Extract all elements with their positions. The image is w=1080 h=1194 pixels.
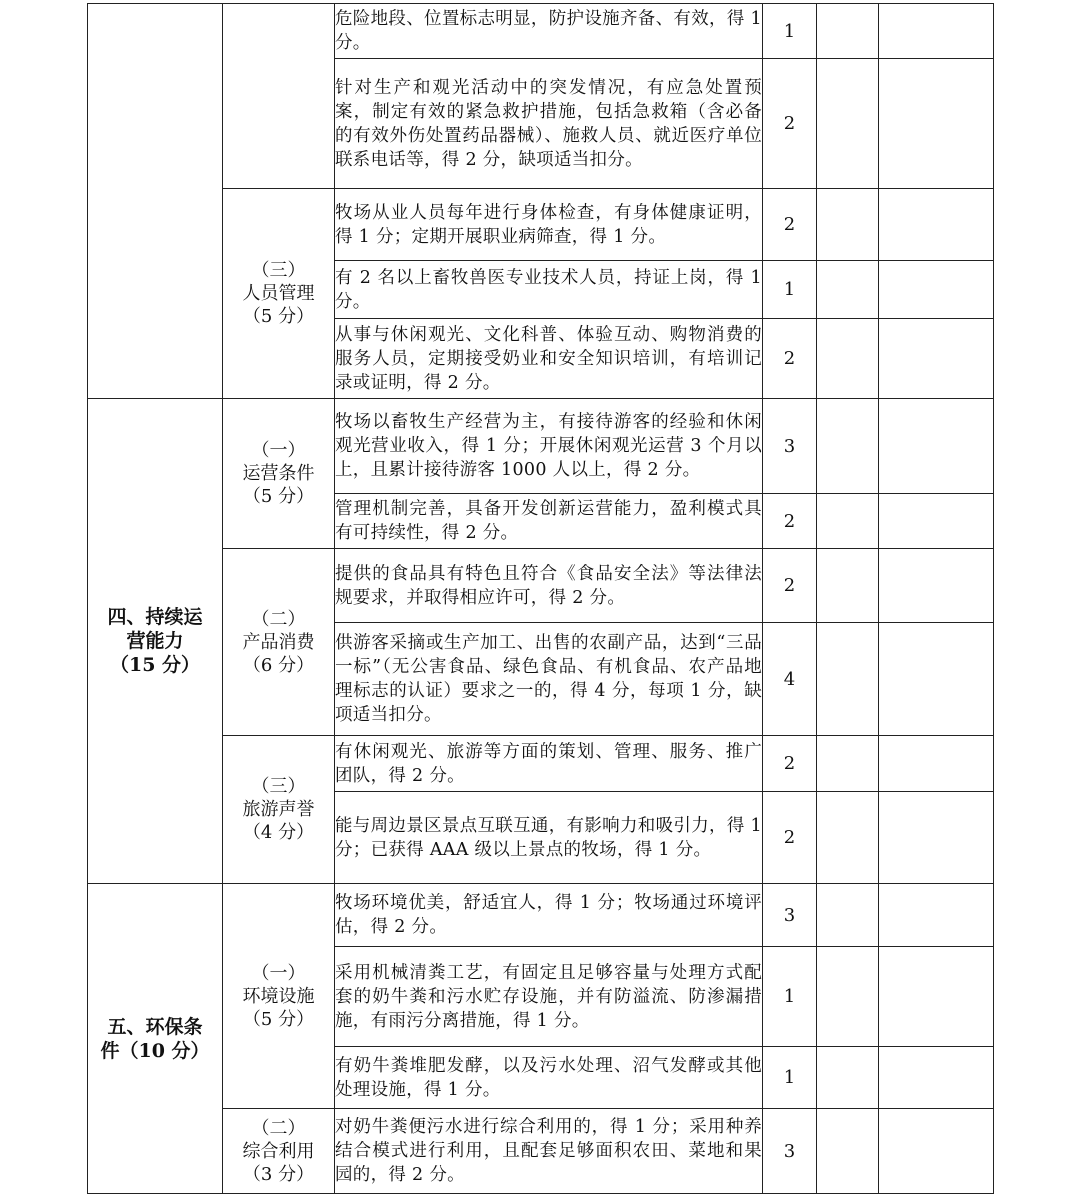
points-cell: 2 — [763, 792, 817, 884]
subsection-label-line: 综合利用 — [242, 1140, 315, 1162]
criteria-text: 牧场环境优美，舒适宜人，得 1 分；牧场通过环境评估，得 2 分。 — [335, 884, 763, 947]
review-score-cell[interactable] — [879, 884, 994, 947]
review-score-cell[interactable] — [879, 947, 994, 1047]
review-score-cell[interactable] — [879, 1109, 994, 1194]
subsection-label-line: 环境设施 — [242, 985, 315, 1007]
subsection-cell — [223, 189, 335, 399]
points-cell: 2 — [763, 494, 817, 549]
criteria-text: 牧场以畜牧生产经营为主，有接待游客的经验和休闲观光营业收入，得 1 分；开展休闲观光运营 3 个月以上，且累计接待游客 1000 人以上，得 2 分。 — [335, 399, 763, 494]
category-cell — [88, 4, 223, 399]
self-score-cell[interactable] — [817, 4, 879, 59]
self-score-cell[interactable] — [817, 1109, 879, 1194]
subsection-label-line: （5 分） — [242, 486, 315, 507]
category-label-line: （15 分） — [109, 654, 201, 676]
review-score-cell[interactable] — [879, 494, 994, 549]
subsection-label-line: （4 分） — [242, 822, 315, 843]
subsection-label-line: （6 分） — [242, 654, 315, 676]
review-score-cell[interactable] — [879, 261, 994, 319]
review-score-cell[interactable] — [879, 736, 994, 792]
criteria-text: 有 2 名以上畜牧兽医专业技术人员，持证上岗，得 1 分。 — [335, 261, 763, 319]
table-row — [88, 4, 994, 59]
criteria-text: 从事与休闲观光、文化科普、体验互动、购物消费的服务人员，定期接受奶业和安全知识培训，有培训记录或证明，得 2 分。 — [335, 319, 763, 399]
review-score-cell[interactable] — [879, 549, 994, 623]
criteria-text: 有休闲观光、旅游等方面的策划、管理、服务、推广团队，得 2 分。 — [335, 736, 763, 792]
points-cell: 1 — [763, 947, 817, 1047]
self-score-cell[interactable] — [817, 736, 879, 792]
review-score-cell[interactable] — [879, 59, 994, 189]
self-score-cell[interactable] — [817, 494, 879, 549]
points-cell: 2 — [763, 549, 817, 623]
subsection-label-line: （3 分） — [242, 1163, 315, 1185]
subsection-label-line: 人员管理 — [242, 283, 315, 304]
criteria-text: 采用机械清粪工艺，有固定且足够容量与处理方式配套的奶牛粪和污水贮存设施，并有防溢流、防渗漏措施，有雨污分离措施，得 1 分。 — [335, 947, 763, 1047]
criteria-text: 供游客采摘或生产加工、出售的农副产品，达到“三品一标”（无公害食品、绿色食品、有机食品、农产品地理标志的认证）要求之一的，得 4 分，每项 1 分，缺项适当扣分。 — [335, 623, 763, 736]
criteria-text: 对奶牛粪便污水进行综合利用的，得 1 分；采用种养结合模式进行利用，且配套足够面积农田、菜地和果园的，得 2 分。 — [335, 1109, 763, 1194]
self-score-cell[interactable] — [817, 261, 879, 319]
review-score-cell[interactable] — [879, 399, 994, 494]
category-cell — [88, 884, 223, 1194]
review-score-cell[interactable] — [879, 1047, 994, 1109]
category-label-line: 营能力 — [126, 630, 184, 652]
points-cell: 2 — [763, 59, 817, 189]
category-label-line: 四、持续运 — [107, 606, 203, 628]
criteria-text: 能与周边景区景点互联互通，有影响力和吸引力，得 1 分；已获得 AAA 级以上景点的牧场，得 1 分。 — [335, 792, 763, 884]
subsection-label-line: （三） — [251, 776, 306, 797]
criteria-text: 有奶牛粪堆肥发酵，以及污水处理、沼气发酵或其他处理设施，得 1 分。 — [335, 1047, 763, 1109]
self-score-cell[interactable] — [817, 549, 879, 623]
review-score-cell[interactable] — [879, 319, 994, 399]
subsection-cell — [223, 4, 335, 189]
category-label-line: 件（10 分） — [100, 1039, 210, 1062]
self-score-cell[interactable] — [817, 947, 879, 1047]
points-cell: 1 — [763, 261, 817, 319]
subsection-label-line: 旅游声誉 — [242, 799, 315, 820]
subsection-label-line: （一） — [251, 440, 306, 461]
scoring-table-body — [88, 4, 994, 1194]
subsection-cell — [223, 884, 335, 1109]
review-score-cell[interactable] — [879, 792, 994, 884]
table-row — [88, 884, 994, 947]
criteria-text: 针对生产和观光活动中的突发情况，有应急处置预案，制定有效的紧急救护措施，包括急救箱（含必备的有效外伤处置药品器械）、施救人员、就近医疗单位联系电话等，得 2 分，缺项适当扣分。 — [335, 59, 763, 189]
subsection-cell — [223, 549, 335, 736]
subsection-label-line: （5 分） — [242, 306, 315, 327]
self-score-cell[interactable] — [817, 59, 879, 189]
table-row — [88, 736, 994, 792]
points-cell: 3 — [763, 399, 817, 494]
table-row — [88, 189, 994, 261]
subsection-label-line: （三） — [251, 260, 306, 281]
self-score-cell[interactable] — [817, 189, 879, 261]
subsection-label-line: （5 分） — [242, 1008, 315, 1030]
self-score-cell[interactable] — [817, 399, 879, 494]
subsection-cell — [223, 736, 335, 884]
criteria-text: 牧场从业人员每年进行身体检查，有身体健康证明，得 1 分；定期开展职业病筛查，得 1 分。 — [335, 189, 763, 261]
self-score-cell[interactable] — [817, 623, 879, 736]
subsection-label-line: （一） — [251, 962, 306, 984]
criteria-text: 提供的食品具有特色且符合《食品安全法》等法律法规要求，并取得相应许可，得 2 分。 — [335, 549, 763, 623]
points-cell: 2 — [763, 736, 817, 792]
self-score-cell[interactable] — [817, 319, 879, 399]
points-cell: 3 — [763, 884, 817, 947]
subsection-label-line: 运营条件 — [242, 463, 315, 484]
review-score-cell[interactable] — [879, 4, 994, 59]
review-score-cell[interactable] — [879, 623, 994, 736]
points-cell: 1 — [763, 1047, 817, 1109]
points-cell: 4 — [763, 623, 817, 736]
subsection-label-line: （二） — [251, 608, 306, 630]
subsection-cell — [223, 399, 335, 549]
self-score-cell[interactable] — [817, 884, 879, 947]
criteria-text: 管理机制完善，具备开发创新运营能力，盈利模式具有可持续性，得 2 分。 — [335, 494, 763, 549]
review-score-cell[interactable] — [879, 189, 994, 261]
subsection-label-line: （二） — [251, 1117, 306, 1139]
table-row — [88, 549, 994, 623]
self-score-cell[interactable] — [817, 792, 879, 884]
category-cell — [88, 399, 223, 884]
self-score-cell[interactable] — [817, 1047, 879, 1109]
points-cell: 3 — [763, 1109, 817, 1194]
subsection-label-line: 产品消费 — [242, 631, 315, 653]
points-cell: 2 — [763, 319, 817, 399]
table-row — [88, 399, 994, 494]
points-cell: 2 — [763, 189, 817, 261]
subsection-cell — [223, 1109, 335, 1194]
scoring-table — [87, 3, 994, 1194]
category-label-line: 五、环保条 — [107, 1015, 203, 1038]
points-cell: 1 — [763, 4, 817, 59]
criteria-text: 危险地段、位置标志明显，防护设施齐备、有效，得 1 分。 — [335, 4, 763, 59]
table-row — [88, 1109, 994, 1194]
